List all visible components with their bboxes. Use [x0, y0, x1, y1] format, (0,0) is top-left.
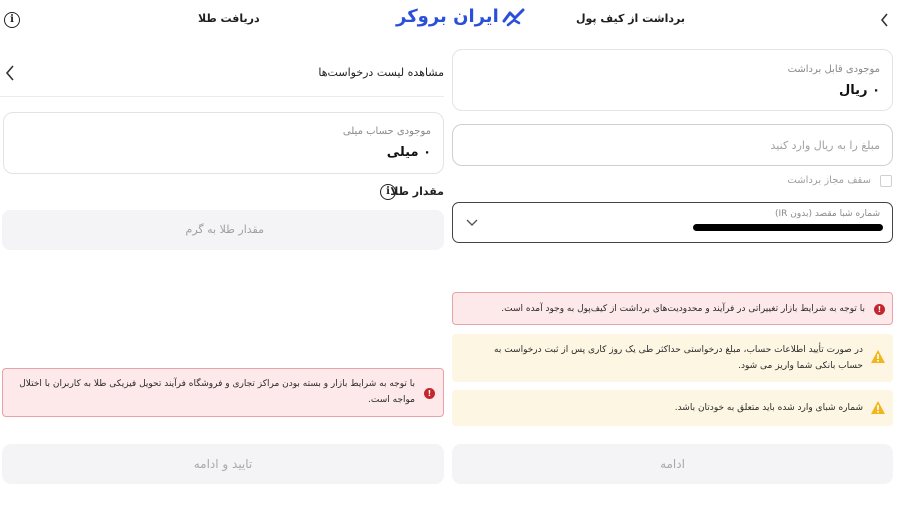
- requests-chevron-left-icon[interactable]: [5, 65, 15, 81]
- gold-alert-text: با توجه به شرایط بازار و بسته بودن مراکز تجاری و فروشگاه فرآیند تحویل فیزیکی طلا به کاربران با اختلال مواجه است.: [19, 379, 415, 405]
- wallet-balance-card: [452, 49, 893, 111]
- wallet-alert-yellow-2: [452, 390, 893, 426]
- gold-balance-card: [3, 112, 444, 174]
- logo: [396, 6, 526, 27]
- gold-amount-placeholder: مقدار طلا به گرم: [185, 223, 264, 236]
- gold-balance-label: موجودی حساب میلی: [342, 126, 431, 137]
- error-icon: !: [874, 304, 885, 315]
- sheba-redacted-value: [693, 224, 883, 231]
- gold-amount-input[interactable]: [2, 210, 444, 250]
- max-withdraw-label: سقف مجاز برداشت: [787, 175, 871, 186]
- wallet-alert-yellow-1: [452, 334, 893, 382]
- wallet-alert-red: [452, 292, 893, 325]
- requests-list-link[interactable]: مشاهده لیست درخواست‌ها: [318, 66, 444, 79]
- gold-amount-info-icon[interactable]: i: [380, 184, 396, 200]
- wallet-alert-red-text: با توجه به شرایط بازار تغییراتی در فرآیند و محدودیت‌های برداشت از کیف‌پول به وجود آمده است.: [501, 304, 865, 314]
- sheba-label: شماره شبا مقصد (بدون IR): [774, 209, 880, 219]
- wallet-balance-label: موجودی قابل برداشت: [787, 64, 880, 75]
- warning-icon: [870, 400, 886, 415]
- confirm-continue-button[interactable]: تایید و ادامه: [2, 444, 444, 484]
- gold-amount-label: مقدار طلا: [390, 185, 444, 198]
- gold-alert: [2, 368, 444, 417]
- back-chevron-icon[interactable]: [880, 13, 890, 27]
- continue-button[interactable]: ادامه: [452, 444, 893, 484]
- wallet-alert-yellow-2-text: شماره شبای وارد شده باید متعلق به خودتان باشد.: [674, 403, 863, 413]
- rial-amount-input[interactable]: [452, 124, 893, 166]
- divider: [0, 96, 444, 97]
- warning-icon: [870, 349, 886, 364]
- wallet-alert-yellow-1-text: در صورت تأیید اطلاعات حساب، مبلغ درخواستی حداکثر طی یک روز کاری پس از ثبت درخواست به حساب بانکی شما واریز می شود.: [494, 345, 863, 371]
- logo-mark-icon: [502, 7, 526, 27]
- rial-amount-placeholder: مبلغ را به ریال وارد کنید: [770, 139, 880, 152]
- gold-page-title: دریافت طلا: [198, 12, 260, 25]
- info-icon[interactable]: i: [4, 12, 20, 28]
- max-withdraw-checkbox[interactable]: [880, 175, 892, 187]
- wallet-balance-value: ۰ ریال: [839, 83, 880, 98]
- error-icon: !: [424, 388, 435, 399]
- logo-text: ایران بروکر: [396, 6, 499, 27]
- gold-balance-value: ۰ میلی: [386, 145, 431, 160]
- chevron-down-icon: [466, 219, 478, 227]
- wallet-page-title: برداشت از کیف پول: [575, 12, 685, 25]
- sheba-select[interactable]: [452, 202, 893, 243]
